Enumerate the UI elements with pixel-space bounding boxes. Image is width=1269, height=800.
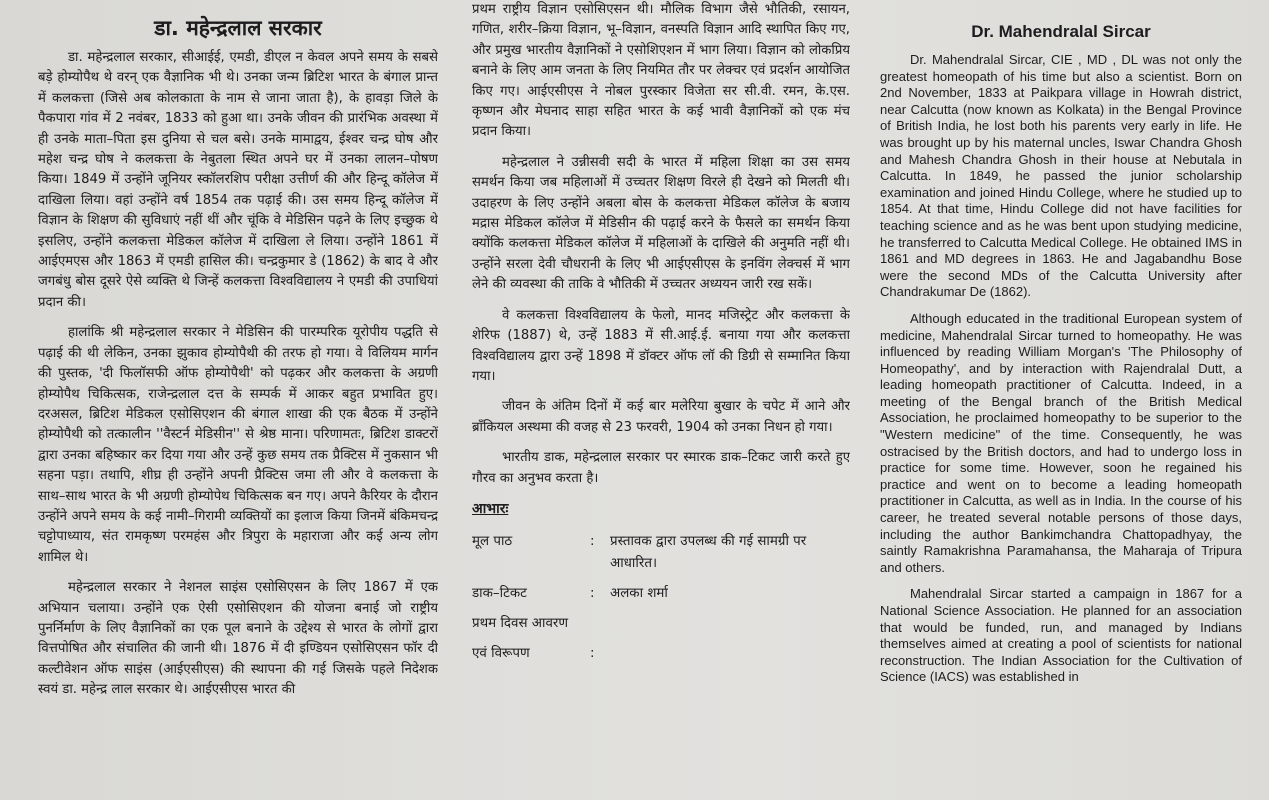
credit-separator: : bbox=[590, 646, 595, 662]
english-paragraph: Dr. Mahendralal Sircar, CIE , MD , DL was not only the greatest homeopath of his time but also a scientist. Born on 2nd November, 1833 at Paikpara village in Howrah district, near Calcutta (now known as Kolkata) in the Bengal Province of British India, he lost both his parents very early in life. He was brought up by his maternal uncles, Iswar Chandra Ghosh and Mahesh Chandra Ghosh in their house at Nebutala in Calcutta. In 1849, he passed the junior scholarship examination and joined Hindu College, where he studied up to 1854. At that time, Hindu College did not have facilities for teaching science and as he was bent upon studying medicine, he transferred to Calcutta Medical College. He obtained IMS in 1861 and MD degrees in 1863. He and Jagabandhu Bose were the second MDs of the Calcutta University after Chandrakumar De (1862). bbox=[880, 52, 1242, 300]
credit-separator bbox=[590, 611, 610, 641]
hindi-paragraph: महेन्द्रलाल सरकार ने नेशनल साइंस एसोसिएसन के लिए 1867 में एक अभियान चलाया। उन्होंने एक ऐसी एसोसिएशन की योजना बनाई जो राष्ट्रीय पुनर्निर्माण के लिए वैज्ञानिकों का एक पूल बनाने के उद्देश्य से भारत के लोगों द्वारा वित्तपोषित और संचालित की जानी थी। 1876 में दी इण्डियन एसोसिएसन फॉर दी कल्टीवेशन ऑफ साइंस (आईएसीएस) की स्थापना की गई जिसके पहले निदेशक स्वयं डा. महेन्द्र लाल सरकार थे। आईएसीएस भारत की bbox=[38, 580, 438, 698]
english-paragraph: Mahendralal Sircar started a campaign in 1867 for a National Science Association. He planned for an association that would be funded, run, and managed by Indians themselves aimed at creating a pool of scientists for national reconstruction. The Indian Association for the Cultivation of Science (IACS) was established in bbox=[880, 586, 1242, 685]
credit-label: प्रथम दिवस आवरण bbox=[472, 616, 569, 632]
english-column bbox=[880, 10, 1242, 800]
hindi-paragraph: डा. महेन्द्रलाल सरकार, सीआईई, एमडी, डीएल न केवल अपने समय के सबसे बड़े होम्योपैथ थे वरन् एक वैज्ञानिक भी थे। उनका जन्म ब्रिटिश भारत के बंगाल प्रान्त में कलकत्ता (जिसे अब कोलकाता के नाम से जाना जाता है), के हावड़ा जिले के पैकपारा गांव में 2 नवंबर, 1833 को हुआ था। उनके जीवन की प्रारंभिक अवस्था में ही उनके माता–पिता इस दुनिया से चल बसे। उनके मामाद्वय, ईश्वर चन्द्र घोष और महेश चन्द्र घोष ने कलकत्ता के नेबुतला स्थित अपने घर में उनका लालन–पोषण किया। 1849 में उन्होंने जूनियर स्कॉलरशिप परीक्षा उत्तीर्ण की और हिन्दू कॉलेज में दाखिला लिया। वहां उन्होंने वर्ष 1854 तक पढ़ाई की। उस समय हिन्दू कॉलेज में विज्ञान के शिक्षण की सुविधाएं नहीं थीं और चूंकि वे मेडिसिन पढ़ने के लिए इच्छुक थे इसलिए, उन्होंने कलकत्ता मेडिकल कॉलेज में दाखिला ले लिया। उन्होंने 1861 में आईएमएस और 1863 में एमडी हासिल की। चन्द्रकुमार डे (1862) के बाद वे और जगबंधु बोस दूसरे ऐसे व्यक्ति थे जिन्हें कलकत्ता विश्वविद्यालय ने एमडी की उपाधियां प्रदान की। bbox=[38, 50, 438, 310]
credits-row bbox=[472, 581, 850, 611]
credit-value bbox=[610, 611, 850, 641]
acknowledgement-heading: आभारः bbox=[472, 500, 509, 517]
hindi-paragraph: महेन्द्रलाल ने उन्नीसवी सदी के भारत में महिला शिक्षा का उस समय समर्थन किया जब महिलाओं में उच्चतर शिक्षण विरले ही देखने को मिलती थी। उदाहरण के लिए उन्होंने अबला बोस के कलकत्ता मेडिकल कॉलेज के बजाय मद्रास मेडिकल कॉलेज में मेडिसीन की पढ़ाई करने के फैसले का समर्थन किया क्योंकि कलकत्ता मेडिकल कॉलेज में महिलाओं के दाखिले की अनुमति नहीं थी। उन्होंने सरला देवी चौधरानी के लिए भी आईएसीएस के इनविंग लेक्चर्स में भाग लेने की व्यवस्था की ताकि वे भौतिकी में उच्चतर अध्ययन जारी रख सकें। bbox=[472, 154, 850, 293]
hindi-column-1 bbox=[38, 10, 438, 800]
credit-value bbox=[610, 641, 850, 671]
credits-row bbox=[472, 641, 850, 671]
hindi-paragraph: वे कलकत्ता विश्वविद्यालय के फेलो, मानद मजिस्ट्रेट और कलकत्ता के शेरिफ (1887) थे, उन्हें 1883 में सी.आई.ई. बनाया गया और कलकत्ता विश्वविद्यालय द्वारा उन्हें 1898 में डॉक्टर ऑफ लॉ की डिग्री से सम्मानित किया गया। bbox=[472, 307, 850, 384]
credit-separator: : bbox=[590, 586, 595, 602]
credit-value: अलका शर्मा bbox=[610, 586, 668, 602]
credit-label: मूल पाठ bbox=[472, 534, 513, 550]
hindi-paragraph: जीवन के अंतिम दिनों में कई बार मलेरिया बुखार के चपेट में आने और ब्रॉंकियल अस्थमा की वजह से 23 फरवरी, 1904 को उनका निधन हो गया। bbox=[472, 399, 850, 435]
credits-row bbox=[472, 529, 850, 581]
hindi-paragraph: हालांकि श्री महेन्द्रलाल सरकार ने मेडिसिन की पारम्परिक यूरोपीय पद्धति से पढ़ाई की थी लेकिन, उनका झुकाव होम्योपैथी की तरफ हो गया। वे विलियम मार्गन की पुस्तक, 'दी फिलॉसफी ऑफ होम्योपैथी' को पढ़कर और कलकत्ता के अग्रणी होम्योपैथ चिकित्सक, राजेन्द्रलाल दत्त के सम्पर्क में आकर बहुत प्रभावित हुए। दरअसल, ब्रिटिश मेडिकल एसोसिएशन की बंगाल शाखा की एक बैठक में उन्होंने होम्योपैथी को तत्कालीन ''वैस्टर्न मेडिसीन'' से श्रेष्ठ माना। परिणामतः, ब्रिटिश डाक्टरों द्वारा उनका बहिष्कार कर दिया गया और उन्हें कुछ समय तक प्रैक्टिस में नुकसान भी सहना पड़ा। तथापि, शीघ्र ही उन्होंने अपनी प्रैक्टिस जमा ली और वे कलकत्ता के साथ–साथ भारत के भी अग्रणी होम्योपेथ चिकित्सक बन गए। अपने कैरियर के दौरान उन्होंने अपने समय के कई नामी–गिरामी व्यक्तियों का इलाज किया जिनमें बंकिमचन्द्र चट्टोपाध्याय, संत रामकृष्ण परमहंस और त्रिपुरा के महाराजा और कई अन्य लोग शामिल थे। bbox=[38, 325, 438, 565]
credit-label: डाक–टिकट bbox=[472, 586, 527, 602]
hindi-paragraph: भारतीय डाक, महेन्द्रलाल सरकार पर स्मारक डाक–टिकट जारी करते हुए गौरव का अनुभव करता है। bbox=[472, 450, 850, 486]
hindi-title: डा. महेन्द्रलाल सरकार bbox=[154, 16, 322, 40]
english-paragraph: Although educated in the traditional European system of medicine, Mahendralal Sircar turned to homeopathy. He was influenced by reading William Morgan's 'The Philosophy of Homeopathy', and by interaction with Rajendralal Dutt, a leading homeopath practitioner of Calcutta. Indeed, in a meeting of the Bengal branch of the British Medical Association, he proclaimed homeopathy to be superior to the "Western medicine" of the time. Consequently, he was ostracised by the British doctors, and had to undergo loss in practice for some time. However, soon he regained his practice and went on to become a leading homeopath practitioner in Calcutta, as well as in India. In the course of his career, he treated several notable persons of those days, including the author Bankimchandra Chattopadhyay, the saintly Ramakrishna Paramahansa, the Maharaja of Tripura and others. bbox=[880, 310, 1242, 575]
english-title: Dr. Mahendralal Sircar bbox=[971, 22, 1151, 41]
credits-row bbox=[472, 611, 850, 641]
hindi-column-2 bbox=[472, 0, 850, 800]
credit-label: एवं विरूपण bbox=[472, 646, 530, 662]
credits-table bbox=[472, 529, 850, 671]
credit-value: प्रस्तावक द्वारा उपलब्ध की गई सामग्री पर आधारित। bbox=[610, 534, 807, 572]
credit-separator: : bbox=[590, 534, 595, 550]
hindi-paragraph: प्रथम राष्ट्रीय विज्ञान एसोसिएसन थी। मौलिक विभाग जैसे भौतिकी, रसायन, गणित, शरीर–क्रिया विज्ञान, भू–विज्ञान, वनस्पति विज्ञान आदि स्थापित किए गए, और प्रमुख भारतीय वैज्ञानिकों ने एसोशिएशन में भाग लिया। विज्ञान को लोकप्रिय बनाने के लिए आम जनता के लिए नियमित तौर पर लेक्चर एवं प्रदर्शन आयोजित किए गए। आईएसीएस ने नोबल पुरस्कार विजेता सर सी.वी. रमन, के.एस. कृष्णन और मेघनाद साहा सहित भारत के कई भावी वैज्ञानिकों को एक मंच प्रदान किया। bbox=[472, 2, 850, 140]
